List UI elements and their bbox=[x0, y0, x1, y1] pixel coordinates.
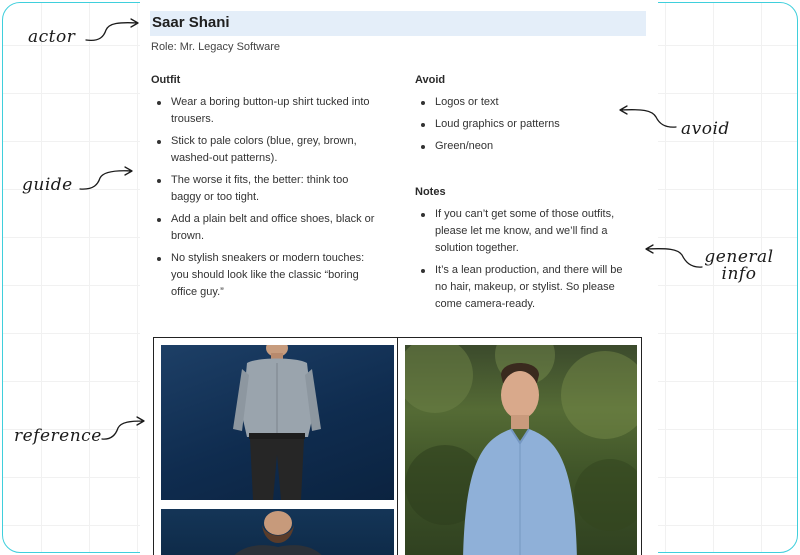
notes-title: Notes bbox=[415, 186, 446, 198]
annotation-general-line: general bbox=[704, 247, 774, 267]
outfit-title: Outfit bbox=[151, 74, 181, 86]
annotation-info-line: info bbox=[721, 264, 757, 284]
annotation-guide: guide bbox=[22, 175, 73, 195]
annotation-reference: reference bbox=[14, 426, 102, 446]
avoid-item: Logos or text bbox=[415, 94, 640, 111]
annotation-guide-arrow bbox=[78, 166, 138, 196]
bearded-man-photo bbox=[161, 509, 394, 555]
avoid-item: Green/neon bbox=[415, 138, 640, 155]
outfit-item: No stylish sneakers or modern touches: you should look like the classic “boring office guy.” bbox=[151, 250, 376, 301]
notes-list bbox=[415, 206, 637, 318]
annotation-actor-arrow bbox=[84, 18, 144, 48]
annotation-actor: actor bbox=[28, 27, 76, 47]
annotation-reference-arrow bbox=[100, 416, 150, 446]
outfit-list bbox=[151, 94, 376, 306]
outfit-item: Add a plain belt and office shoes, black or brown. bbox=[151, 211, 376, 245]
avoid-list bbox=[415, 94, 640, 160]
outfit-item: Stick to pale colors (blue, grey, brown, washed-out patterns). bbox=[151, 133, 376, 167]
outfit-item: Wear a boring button-up shirt tucked into trousers. bbox=[151, 94, 376, 128]
reference-grid-divider bbox=[397, 337, 398, 555]
actor-role: Role: Mr. Legacy Software bbox=[151, 41, 281, 53]
avoid-title: Avoid bbox=[415, 74, 446, 86]
young-man-blue-shirt-photo bbox=[405, 345, 637, 555]
standing-man-grey-shirt-photo bbox=[161, 345, 394, 500]
notes-item: It’s a lean production, and there will be no hair, makeup, or stylist. So please come camera-ready. bbox=[415, 262, 637, 313]
avoid-item: Loud graphics or patterns bbox=[415, 116, 640, 133]
outfit-item: The worse it fits, the better: think too baggy or too tight. bbox=[151, 172, 376, 206]
annotation-avoid-arrow bbox=[614, 104, 680, 134]
annotation-general-info bbox=[704, 249, 774, 283]
actor-name-heading: Saar Shani bbox=[150, 11, 646, 36]
annotation-general-info-arrow bbox=[640, 241, 706, 275]
annotation-avoid: avoid bbox=[681, 119, 730, 139]
notes-item: If you can’t get some of those outfits, please let me know, and we’ll find a solution together. bbox=[415, 206, 637, 257]
